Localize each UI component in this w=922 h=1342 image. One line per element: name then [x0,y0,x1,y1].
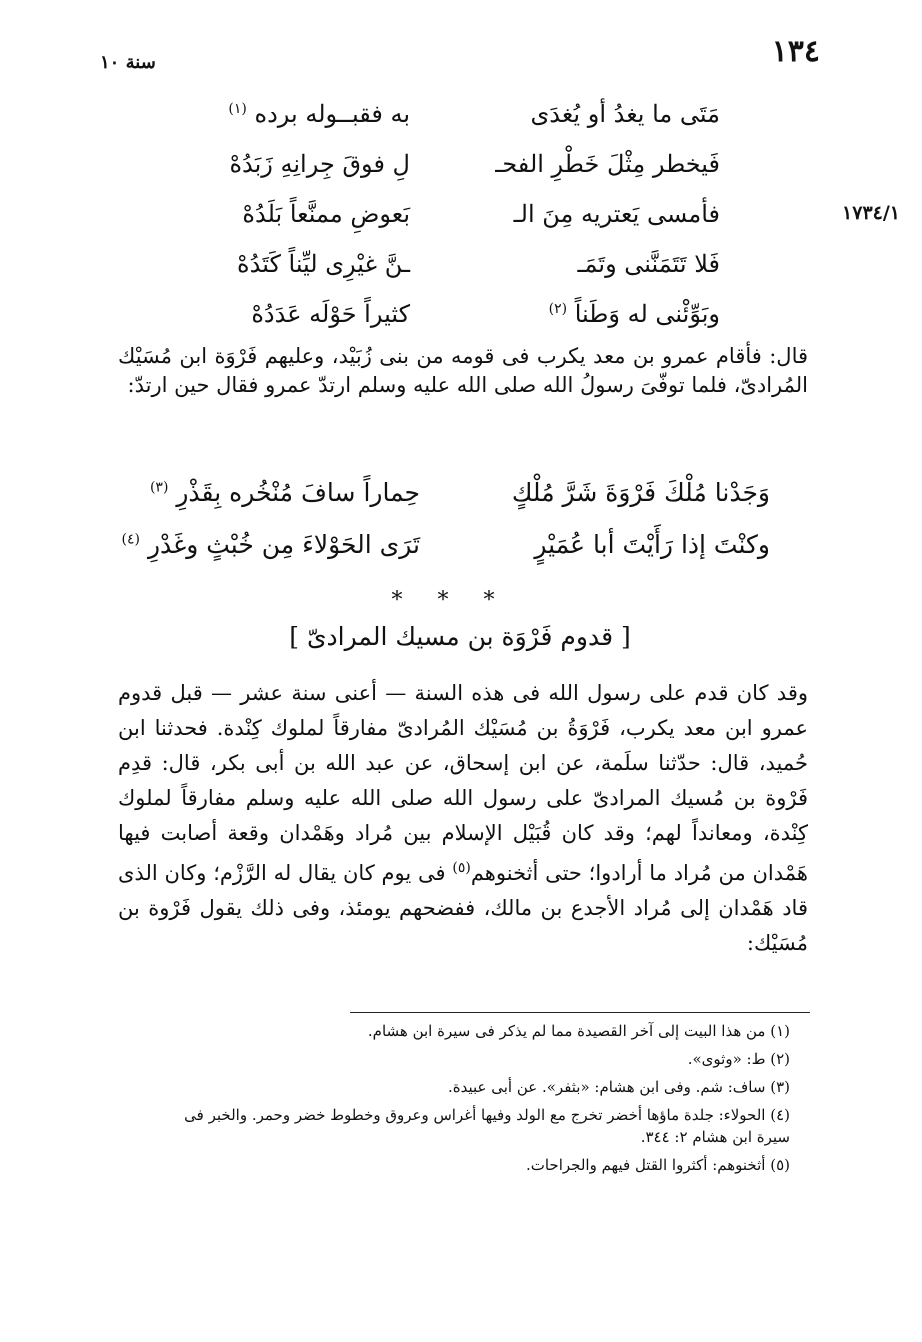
verse-first-hemistich: مَتَى ما يغدُ أو يُغدَى [530,100,720,128]
verse [150,192,720,242]
paragraph-intro: قال: فأقام عمرو بن معد يكرب فى قومه من بنى زُبَيْد، وعليهم فَرْوَة ابن مُسَيْك المُرادىّ، فلما توفّىَ رسولُ الله صلى الله عليه وسلم ارتدّ عمرو فقال حين ارتدّ: [118,344,808,397]
section-title: [ قدوم فَرْوَة بن مسيك المرادىّ ] [289,622,631,651]
verse [150,470,770,522]
poem-first [150,92,720,342]
verse-first-hemistich: فأمسى يَعتريه مِنَ الـ [513,200,720,228]
verse [150,92,720,142]
footnote-divider [350,1012,810,1013]
footnote: (٢) ط: «وثوى». [687,1050,790,1068]
paragraph-text-end: فى يوم كان يقال له الرَّزْم؛ وكان الذى قاد هَمْدان إلى مُراد الأجدع بن مالك، ففضحهم يومئذ، وفى ذلك يقول فَرْوة بن مُسَيْك: [118,861,808,955]
verse-second-hemistich: لِ فوقَ جِرانِهِ زَبَدُهْ [229,150,410,178]
verse-first-hemistich: وَجَدْنا مُلْكَ فَرْوَةَ شَرَّ مُلْكٍ [511,478,770,507]
verse-first-hemistich: وكنْتَ إذا رَأَيْتَ أبا عُمَيْرٍ [534,530,770,559]
running-head: سنة ١٠ [100,52,156,73]
poem-second [121,470,770,574]
verse-second-hemistich [150,100,410,128]
margin-reference: ١٧٣٤/١ [842,202,900,224]
footnote-marker: (٢) [548,301,568,317]
verse-text: وبَوِّئْنى له وَطَناً [574,300,720,328]
verse-first-hemistich: فَلا تَتَمَنَّنى وتَمَـ [577,250,720,278]
section-separator: * * * [391,588,509,613]
verse-text: به فقبــوله برده [254,100,410,128]
footnote: (٥) أثخنوهم: أكثروا القتل فيهم والجراحات. [525,1156,790,1174]
paragraph-text: وقد كان قدم على رسول الله فى هذه السنة — أعنى سنة عشر — قبل قدوم عمرو ابن معد يكرب، فَرْوَةُ بن مُسَيْك المُرادىّ مفارقاً لملوك كِنْدة. فحدثنا ابن حُميد، قال: حدّثنا سلَمة، عن ابن إسحاق، عن عبد الله بن أبى بكر، قال: قدِم فَرْوة بن مُسيك المرادىّ على رسول الله صلى الله عليه وسلم مفارقاً لملوك كِنْدة، ومعانداً لهم؛ وقد كان قُبَيْل الإسلام بين مُراد وهَمْدان وقعة أصابت فيها هَمْدان من مُراد ما أرادوا؛ حتى أثخنوهم [118,681,809,885]
verse [150,292,720,342]
footnote-marker: (٥) [452,860,471,876]
footnote: (٤) الحولاء: جلدة ماؤها أخضر تخرج مع الولد وفيها أغراس وعروق وخطوط خضر وحمر. والخبر فى سيرة ابن هشام ٢: ٣٤٤. [184,1106,790,1146]
verse-second-hemistich [121,530,420,559]
verse-second-hemistich [150,478,420,507]
footnotes [150,1020,790,1182]
page-number: ١٣٤ [771,34,820,69]
footnote-marker: (١) [228,101,247,117]
footnote-marker: (٣) [149,479,169,496]
footnote: (١) من هذا البيت إلى آخر القصيدة مما لم يذكر فى سيرة ابن هشام. [367,1022,790,1040]
verse-second-hemistich: ـنَّ غيْرِى ليِّناً كَتَدُهْ [237,250,410,278]
paragraph-main [118,676,808,961]
verse [150,242,720,292]
verse-first-hemistich [420,300,720,328]
verse-first-hemistich: فَيخطر مِثْلَ خَطْرِ الفحـ [495,150,720,178]
verse [121,522,770,574]
verse [150,142,720,192]
footnote-marker: (٤) [121,531,140,548]
verse-second-hemistich: بَعوضِ ممنَّعاً بَلَدُهْ [242,200,410,228]
footnote: (٣) ساف: شم. وفى ابن هشام: «بثفر». عن أبى عبيدة. [447,1078,790,1096]
verse-text: حِماراً سافَ مُنْخُره بِقَذْرِ [176,478,420,507]
verse-second-hemistich: كثيراً حَوْلَه عَدَدُهْ [251,300,410,328]
verse-text: تَرَى الحَوْلاءَ مِن خُبْثٍ وغَدْرِ [147,530,420,559]
